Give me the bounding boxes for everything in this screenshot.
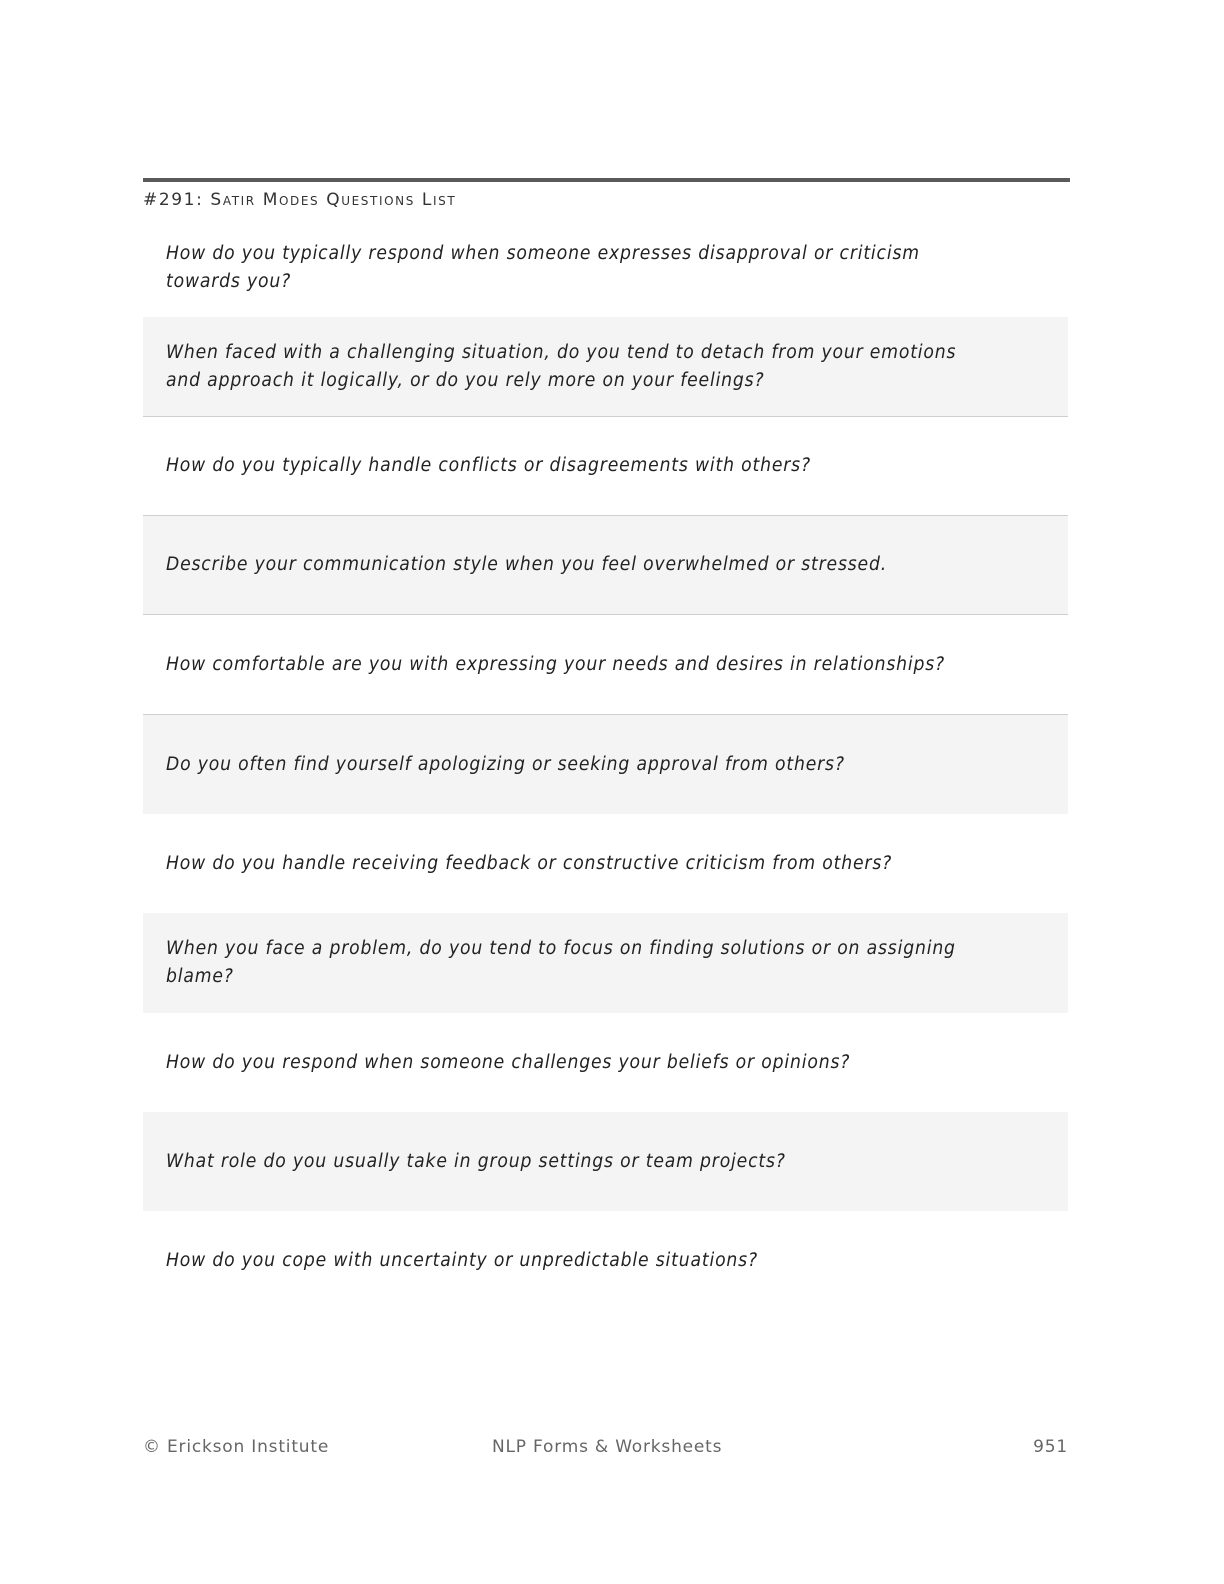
question-row xyxy=(143,417,1068,516)
page-number: 951 xyxy=(1033,1437,1068,1457)
question-text: How comfortable are you with expressing your needs and desires in relationships? xyxy=(166,653,946,675)
book-title: NLP Forms & Worksheets xyxy=(492,1437,723,1457)
question-row xyxy=(143,1112,1068,1211)
top-rule-divider xyxy=(143,178,1070,182)
question-text: How do you typically respond when someone expresses disapproval or criticism towards you? xyxy=(166,242,920,292)
question-row xyxy=(143,218,1068,317)
question-text: How do you typically handle conflicts or disagreements with others? xyxy=(166,455,811,476)
question-text: How do you cope with uncertainty or unpredictable situations? xyxy=(166,1249,758,1271)
copyright-text: © Erickson Institute xyxy=(143,1437,330,1457)
question-text: Do you often find yourself apologizing or seeking approval from others? xyxy=(166,753,845,775)
question-row xyxy=(143,1211,1068,1310)
question-row xyxy=(143,913,1068,1013)
question-text: When you face a problem, do you tend to focus on finding solutions or on assigning blame? xyxy=(166,938,956,987)
question-row xyxy=(143,615,1068,715)
question-text: What role do you usually take in group settings or team projects? xyxy=(166,1150,786,1172)
question-row xyxy=(143,715,1068,814)
page-header xyxy=(143,178,1068,212)
question-text: How do you handle receiving feedback or constructive criticism from others? xyxy=(166,852,893,874)
page-title: #291: Satir Modes Questions List xyxy=(143,190,457,210)
question-row xyxy=(143,1013,1068,1112)
question-text: How do you respond when someone challenges your beliefs or opinions? xyxy=(166,1051,851,1073)
question-text: When faced with a challenging situation, do you tend to detach from your emotions and approach it logically, or do you rely more on your feelings? xyxy=(166,341,957,391)
question-row xyxy=(143,317,1068,417)
question-row xyxy=(143,814,1068,913)
question-text: Describe your communication style when you feel overwhelmed or stressed. xyxy=(166,554,888,575)
question-row xyxy=(143,516,1068,615)
